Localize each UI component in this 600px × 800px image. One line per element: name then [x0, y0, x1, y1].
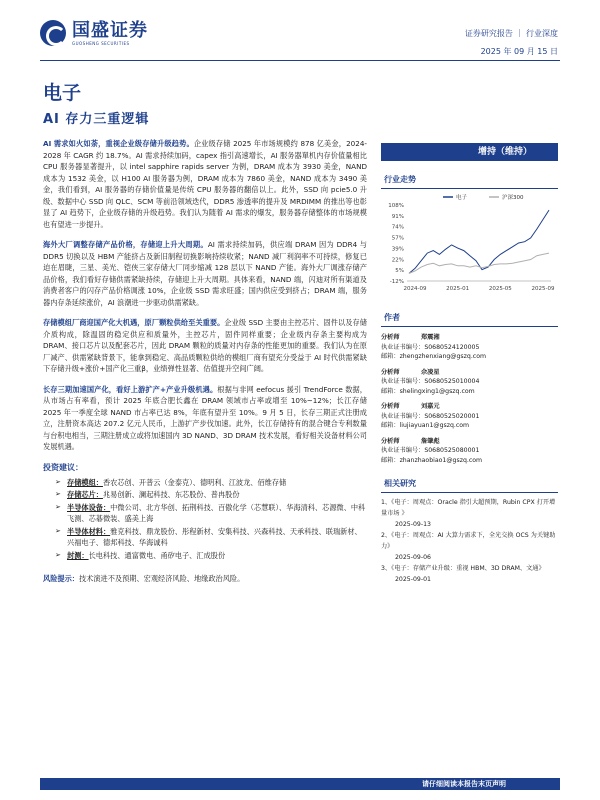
y-tick-label: 108% — [388, 203, 404, 209]
report-date: 2025 年 09 月 15 日 — [480, 47, 558, 56]
advice-key: 存储芯片： — [67, 490, 103, 499]
y-tick-label: 91% — [391, 213, 404, 220]
paragraph-text: AI 需求持续加码，供应端 DRAM 因为 DDR4 与 DDR5 切换以及 HBM 产能挤占及新旧制程切换影响持续收紧；NAND 减厂利润率不可持续，修复已迫在眉睫，三星、美光、铠侠三家存储大厂同步缩减 128 层以下 NAND 产能。海外大厂调涨存储产品价格，我们看好存储供需紧缺持续，存储迎上升大周期。具体来看，NAND 端，闪迪对所有渠道及消费者客户的闪存产品价格调涨 10%，企业级 SSD 需求旺盛；国内供应受到挤占；DRAM 端，服务器内存条延续涨价，AI 浪潮进一步驱动供需紧缺。 — [43, 240, 367, 307]
x-tick-label: 2025-05 — [488, 286, 512, 292]
sidebar — [381, 138, 558, 585]
author-role: 分析师 — [381, 368, 400, 376]
author-block — [381, 437, 558, 466]
related-item-date: 2025-09-13 — [395, 521, 431, 528]
cert-number: S0680525020001 — [424, 412, 480, 420]
related-title: 相关研究 — [381, 475, 558, 493]
advice-text: 中微公司、北方华创、拓荆科技、百傲化学（芯慧联）、华海清科、芯源微、中科飞测、芯碁微装、盛美上海 — [67, 502, 366, 523]
related-list — [381, 497, 558, 585]
y-tick-label: -12% — [389, 279, 404, 285]
related-item-title[interactable]: 2、《电子：周观点：AI 大算力需求下，全光交换 OCS 为关键助力》 — [381, 532, 556, 550]
paragraph-3 — [43, 317, 367, 375]
risk-warning — [43, 573, 367, 585]
related-item-title[interactable]: 3、《电子：存储产业升级：重视 HBM、3D DRAM、文通》 — [381, 565, 545, 572]
paragraph-text: 企业级存储 2025 年市场规模约 878 亿美金，2024-2028 年 CAGR 约 18.7%。AI 需求持续加码，capex 指引高速增长，AI 服务器單机内存价值量相比 CPU 服务器显著提升，以 intel sapphire rapids server 为例，DRAM 成本为 3930 美金，NAND 成本为 1532 美金，以 H100 AI 服务器为例，DRAM 成本为 7860 美金，NAND 成本为 3490 美金，我们看到，AI 服务器的存储价值量是传统 CPU 服务器的翻倍以上。此外，SSD 向 pcie5.0 升级、数据中心 SSD 向 QLC、SCM 等前沿领域迭代，DDR5 渗透率的提升及 MRDIMM 的推出等也彰显了 AI 趋势下，企业级存储的升级趋势。我们认为随着 AI 需求的爆发，服务器存储整体的市场规模也有望进一步提升。 — [43, 139, 367, 229]
advice-text: 香农芯创、开普云（金泰克）、德明利、江波龙、佰维存储 — [102, 477, 287, 487]
author-email[interactable]: liujiayuan1@gszq.com — [399, 422, 470, 429]
author-role: 分析师 — [381, 334, 400, 341]
company-logo — [40, 20, 148, 46]
y-tick-label: 57% — [391, 235, 404, 242]
bullet-icon: ➢ — [55, 526, 61, 535]
y-tick-label: 22% — [391, 257, 404, 264]
advice-item — [43, 489, 367, 501]
main-column — [43, 138, 367, 585]
y-tick-label: 74% — [391, 224, 404, 231]
author-role: 分析师 — [381, 403, 400, 410]
industry-title: 电子 — [43, 82, 82, 104]
cert-number: S0680524120005 — [424, 343, 480, 351]
paragraph-lead: 存储模组厂商迎国产化大机遇，原厂颗粒供给至关重要。 — [43, 318, 225, 327]
advice-item — [43, 502, 367, 525]
legend-label: 沪深300 — [502, 195, 524, 201]
mail-label: 邮箱： — [381, 387, 400, 395]
paragraph-text: 根据与非网 eefocus 援引 TrendForce 数据，从市场占有率看，预计 2025 年底合肥长鑫在 DRAM 领域市占率或增至 10%~12%；长江存储 2025 年一季度全球 NAND 市占率已达 8%，年底有望升至 10%。9 月 5 日，长存三期正式注册成立，注册资本高达 207.2 亿元人民币，上游扩产步伐加速。此外，长江存储持有的混合键合专利数量与台积电相当，三期注册成立或将加速国内 3D NAND、3D DRAM 技术发展，看好相关设备材料公司发展机遇。 — [43, 384, 367, 451]
author-email[interactable]: zhengzhenxiang@gszq.com — [399, 353, 487, 360]
paragraph-lead: 海外大厂调整存储产品价格，存储迎上升大周期。 — [43, 240, 208, 249]
risk-text: 技术演进不及预期、宏观经济风险、地缘政治风险。 — [78, 574, 245, 583]
trend-chart-svg — [381, 191, 558, 299]
author-name: 詹肇彪 — [421, 437, 440, 445]
advice-item — [43, 550, 367, 562]
bullet-icon: ➢ — [55, 502, 61, 511]
advice-title: 投资建议： — [43, 462, 83, 472]
paragraph-text: 企业级 SSD 主要由主控芯片、固件以及存储介质构成，除温固的稳定供应和质量外，主控芯片，固件同样重要；企业级内存条主要构成为 DRAM、接口芯片以及配套芯片，因此 DRAM 颗粒的质量对内存条的性能更加的重要。我们认为在原厂减产、供需紧缺背景下，能拿到稳定、高品质颗粒供给的模组厂商有望充分受益于 AI 时代供需紧缺下存储升级+涨价+国产化三重β，业绩弹性显著、估值提升空间广阔。 — [43, 318, 367, 373]
author-block — [381, 368, 558, 397]
advice-item — [43, 526, 367, 549]
logo-icon — [40, 20, 66, 46]
advice-item — [43, 477, 367, 489]
advice-key: 半导体材料： — [67, 526, 111, 536]
logo-name: 国盛证券 — [72, 19, 148, 41]
cert-label: 执业证书编号： — [381, 378, 425, 385]
author-block — [381, 333, 558, 362]
authors-title: 作者 — [381, 309, 558, 327]
advice-text: 兆易创新、澜起科技、东芯股份、普冉股份 — [102, 490, 240, 499]
logo-english: GUOSHENG SECURITIES — [72, 40, 130, 46]
trend-title: 行业走势 — [381, 171, 558, 189]
related-item-title[interactable]: 1、《电子：周观点：Oracle 指引大超预期，Rubin CPX 打开增量市场 》 — [381, 499, 556, 517]
paragraph-lead: 长存三期加速国产化，看好上游扩产+产业升级机遇。 — [43, 384, 218, 394]
header-divider — [40, 60, 560, 61]
advice-text: 雅克科技、鼎龙股份、彤程新材、安集科技、兴森科技、天承科技、联瑞新材、兴福电子、德邦科技、华海诚科 — [67, 526, 362, 547]
paragraph-4 — [43, 384, 367, 453]
related-item-date: 2025-09-06 — [395, 554, 431, 561]
cert-number: S0680525080001 — [424, 447, 480, 454]
author-block — [381, 402, 558, 431]
author-role: 分析师 — [381, 437, 400, 445]
advice-key: 存储模组： — [67, 477, 103, 487]
trend-chart — [381, 191, 558, 299]
report-title: AI 存力三重逻辑 — [43, 112, 150, 127]
author-name: 佘凌星 — [421, 368, 440, 376]
author-name: 郑震湘 — [421, 334, 440, 341]
bullet-icon: ➢ — [55, 477, 61, 486]
cert-label: 执业证书编号： — [381, 447, 425, 454]
bullet-icon: ➢ — [55, 550, 61, 559]
x-tick-label: 2024-09 — [403, 286, 427, 292]
footer-disclaimer: 请仔细阅读本报告末页声明 — [40, 778, 560, 790]
author-email[interactable]: zhanzhaobiao1@gszq.com — [399, 456, 483, 464]
author-name: 刘嘉元 — [421, 403, 440, 410]
series-line-hs300 — [409, 253, 549, 273]
y-tick-label: 5% — [395, 268, 404, 275]
report-type: 证券研究报告 ｜ 行业深度 — [464, 29, 558, 38]
x-tick-label: 2025-09 — [531, 286, 555, 292]
legend-label: 电子 — [456, 195, 468, 201]
author-email[interactable]: shelingxing1@gszq.com — [399, 387, 475, 395]
x-tick-label: 2025-01 — [446, 286, 470, 292]
advice-key: 封测： — [67, 550, 89, 560]
paragraph-lead: AI 需求如火如荼，重视企业级存储升级趋势。 — [43, 139, 194, 148]
bullet-icon: ➢ — [55, 490, 61, 498]
mail-label: 邮箱： — [381, 456, 400, 464]
cert-label: 执业证书编号： — [381, 343, 425, 351]
mail-label: 邮箱： — [381, 422, 400, 429]
page-header — [0, 0, 600, 68]
mail-label: 邮箱： — [381, 353, 400, 360]
advice-text: 长电科技、通富微电、甬矽电子、汇成股份 — [88, 550, 226, 560]
paragraph-2 — [43, 239, 367, 308]
rating-badge: 增持（维持） — [381, 143, 558, 161]
risk-key: 风险提示： — [43, 574, 79, 583]
cert-number: S0680525010004 — [424, 378, 480, 385]
paragraph-1 — [43, 138, 367, 230]
advice-key: 半导体设备： — [67, 502, 111, 512]
y-tick-label: 39% — [391, 246, 404, 253]
related-item-date: 2025-09-01 — [395, 576, 431, 583]
cert-label: 执业证书编号： — [381, 412, 425, 420]
